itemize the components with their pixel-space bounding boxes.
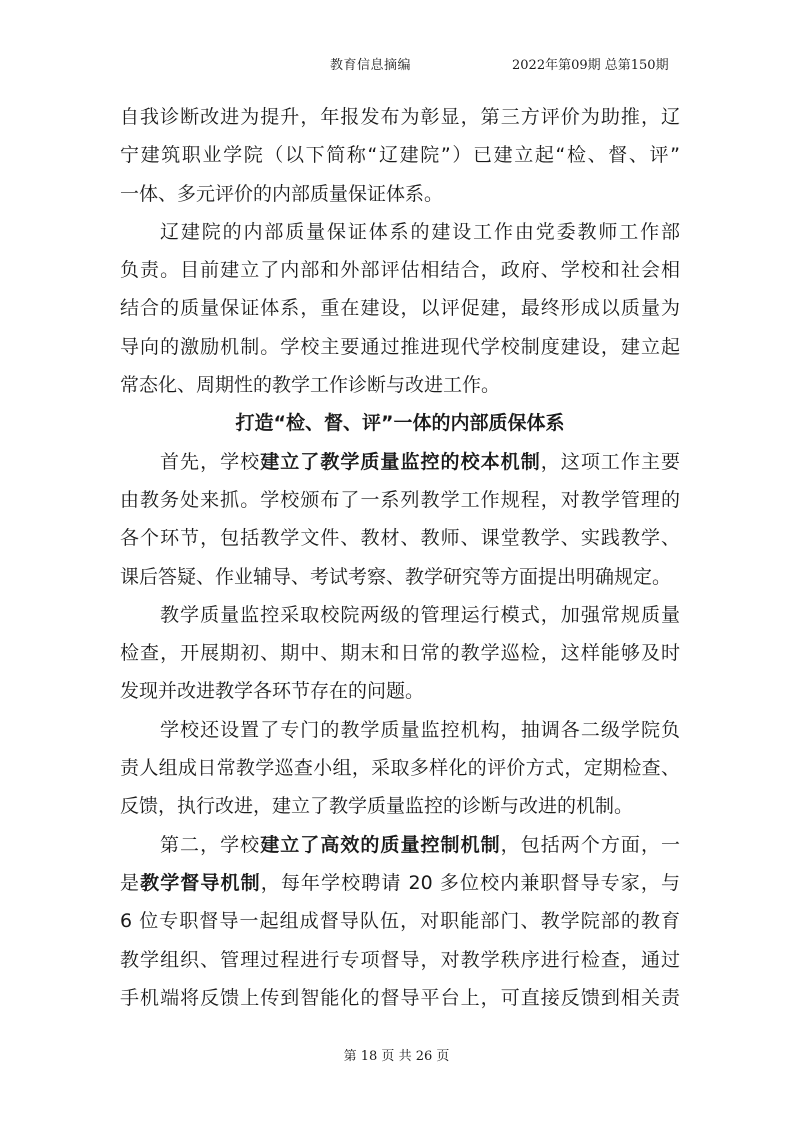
text-line: 教学质量监控采取校院两级的管理运行模式，加强常规质量 <box>160 603 680 626</box>
issue-number: 2022年第09期 总第150期 <box>512 58 669 73</box>
text-line: 学校还设置了专门的教学质量监控机构，抽调各二级学院负 <box>160 718 680 741</box>
text-line: 辽建院的内部质量保证体系的建设工作由党委教师工作部 <box>160 220 680 243</box>
text-line: 发现并改进教学各环节存在的问题。 <box>120 680 425 703</box>
page-header <box>0 54 793 74</box>
bold-phrase: 建立了高效的质量控制机制 <box>260 833 501 856</box>
text-line: 教学组织、管理过程进行专项督导，对教学秩序进行检查，通过 <box>120 948 680 971</box>
article-body <box>120 98 680 1017</box>
journal-title: 教育信息摘编 <box>330 58 412 73</box>
text-line: 一体、多元评价的内部质量保证体系。 <box>120 182 444 205</box>
text-line: 反馈，执行改进，建立了教学质量监控的诊断与改进的机制。 <box>120 795 634 818</box>
text-line: 自我诊断改进为提升，年报发布为彰显，第三方评价为助推，辽 <box>120 106 680 128</box>
text-run: ，这项工作主要 <box>540 450 680 473</box>
text-line: 由教务处来抓。学校颁布了一系列教学工作规程，对教学管理的 <box>120 488 680 511</box>
text-line <box>120 443 680 481</box>
text-line: 手机端将反馈上传到智能化的督导平台上，可直接反馈到相关责 <box>120 986 680 1009</box>
text-line <box>120 826 680 864</box>
section-heading: 打造“检、督、评”一体的内部质保体系 <box>235 412 565 435</box>
text-run: ，包括两个方面，一 <box>500 833 680 856</box>
text-line <box>120 864 680 902</box>
text-run: 首先，学校 <box>160 450 261 473</box>
text-run: 是 <box>120 871 141 894</box>
text-line: 常态化、周期性的教学工作诊断与改进工作。 <box>120 374 501 397</box>
text-line: 宁建筑职业学院（以下简称“辽建院”）已建立起“检、督、评” <box>120 144 680 167</box>
bold-phrase: 建立了教学质量监控的校本机制 <box>260 450 541 473</box>
text-line: 课后答疑、作业辅导、考试考察、教学研究等方面提出明确规定。 <box>120 565 672 588</box>
text-line: 结合的质量保证体系，重在建设，以评促建，最终形成以质量为 <box>120 297 680 320</box>
text-line: 检查，开展期初、期中、期末和日常的教学巡检，这样能够及时 <box>120 642 680 665</box>
text-run: 第二，学校 <box>160 833 261 856</box>
text-line: 6 位专职督导一起组成督导队伍，对职能部门、教学院部的教育 <box>120 910 680 933</box>
text-line: 各个环节，包括教学文件、教材、教师、课堂教学、实践教学、 <box>120 527 680 550</box>
text-line: 负责。目前建立了内部和外部评估相结合，政府、学校和社会相 <box>120 259 680 282</box>
text-run: ，每年学校聘请 20 多位校内兼职督导专家，与 <box>260 871 680 894</box>
bold-phrase: 教学督导机制 <box>140 871 261 894</box>
text-line: 导向的激励机制。学校主要通过推进现代学校制度建设，建立起 <box>120 335 680 358</box>
text-line: 责人组成日常教学巡查小组，采取多样化的评价方式，定期检查、 <box>120 757 680 780</box>
page-number: 第 18 页 共 26 页 <box>343 1049 450 1064</box>
